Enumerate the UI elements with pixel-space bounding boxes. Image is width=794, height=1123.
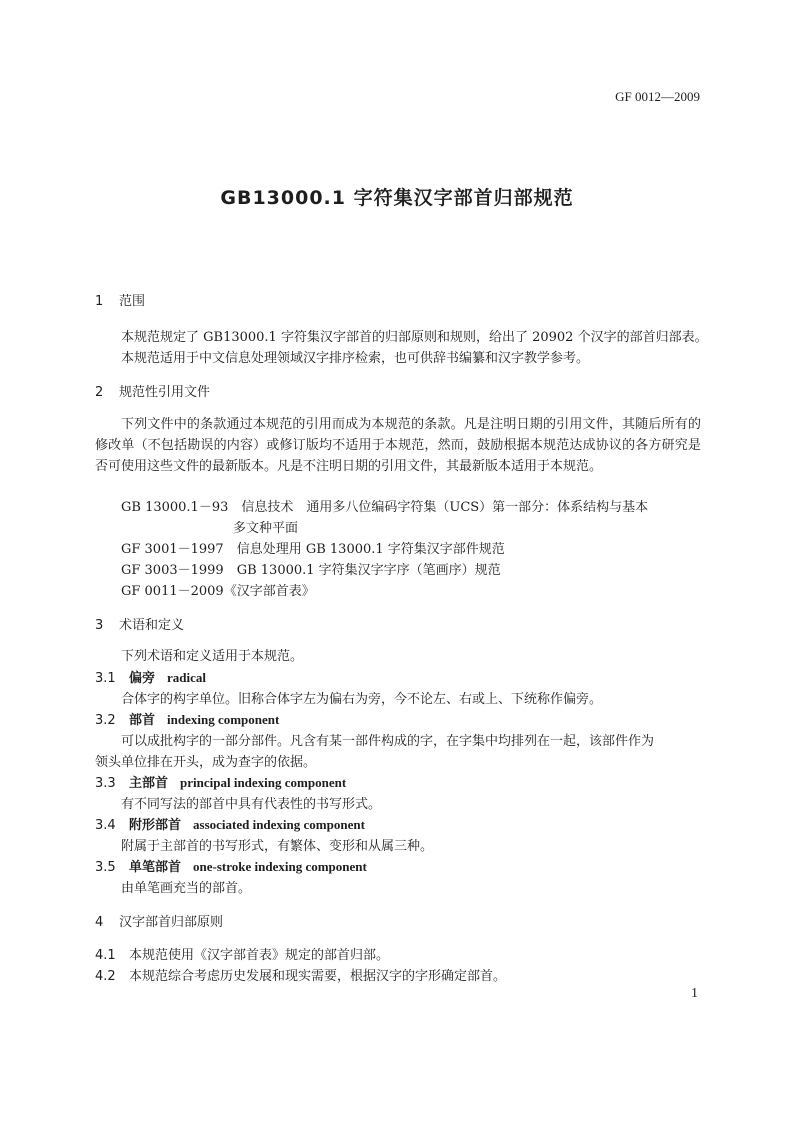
term-number: 3.3 [95, 776, 116, 791]
principle-4-2 [95, 965, 506, 984]
section-4-heading [95, 911, 223, 930]
section-2-paragraph: 下列文件中的条款通过本规范的引用而成为本规范的条款。凡是注明日期的引用文件，其随后所有的修改单（不包括勘误的内容）或修订版均不适用于本规范，然而，鼓励根据本规范达成协议的各方研究是否可使用这些文件的最新版本。凡是不注明日期的引用文件，其最新版本适用于本规范。 [95, 417, 701, 474]
section-number: 3 [95, 618, 104, 633]
section-title: 术语和定义 [119, 618, 185, 633]
term-3-3 [95, 772, 346, 791]
section-1-para-2: 本规范适用于中文信息处理领域汉字排序检索，也可供辞书编纂和汉字教学参考。 [121, 351, 590, 366]
term-chinese: 部首 [129, 713, 156, 728]
reference-item: GF 3001－1997 信息处理用 GB 13000.1 字符集汉字部件规范 [121, 542, 505, 557]
section-number: 2 [95, 385, 104, 400]
term-chinese: 单笔部首 [129, 860, 182, 875]
term-definition-continued: 领头单位排在开头，成为查字的依据。 [95, 755, 317, 770]
term-3-2 [95, 709, 279, 728]
term-definition: 可以成批构字的一部分部件。凡含有某一部件构成的字，在字集中均排列在一起，该部件作为 [121, 734, 655, 749]
reference-item: GF 0011－2009《汉字部首表》 [121, 584, 315, 599]
section-number: 1 [95, 294, 104, 309]
term-english: principal indexing component [180, 775, 347, 790]
item-text: 本规范使用《汉字部首表》规定的部首归部。 [129, 948, 390, 963]
term-chinese: 附形部首 [129, 818, 182, 833]
item-text: 本规范综合考虑历史发展和现实需要，根据汉字的字形确定部首。 [129, 969, 507, 984]
document-code: GF 0012—2009 [615, 89, 700, 104]
reference-item: GB 13000.1－93 信息技术 通用多八位编码字符集（UCS）第一部分：体系结构与基本 [121, 500, 649, 515]
section-2-heading [95, 381, 210, 400]
reference-item: GF 3003－1999 GB 13000.1 字符集汉字字序（笔画序）规范 [121, 563, 501, 578]
item-number: 4.1 [95, 948, 116, 963]
section-title: 规范性引用文件 [119, 385, 211, 400]
term-3-1 [95, 667, 206, 686]
term-number: 3.5 [95, 860, 116, 875]
section-1-para-1: 本规范规定了 GB13000.1 字符集汉字部首的归部原则和规则，给出了 20902 个汉字的部首归部表。 [121, 330, 708, 345]
section-3-heading [95, 614, 184, 633]
term-definition: 有不同写法的部首中具有代表性的书写形式。 [121, 797, 382, 812]
page-title: GB13000.1 字符集汉字部首归部规范 [220, 187, 574, 209]
section-3-intro: 下列术语和定义适用于本规范。 [121, 649, 304, 664]
item-number: 4.2 [95, 969, 116, 984]
term-chinese: 主部首 [129, 776, 169, 791]
term-english: indexing component [167, 712, 280, 727]
term-3-5 [95, 856, 367, 875]
term-number: 3.1 [95, 671, 116, 686]
section-title: 范围 [119, 294, 146, 309]
section-title: 汉字部首归部原则 [119, 915, 224, 930]
term-chinese: 偏旁 [129, 671, 156, 686]
term-number: 3.4 [95, 818, 116, 833]
term-english: radical [167, 670, 207, 685]
section-1-heading [95, 290, 145, 309]
term-number: 3.2 [95, 713, 116, 728]
term-definition: 合体字的构字单位。旧称合体字左为偏右为旁，今不论左、右或上、下统称作偏旁。 [121, 692, 603, 707]
term-3-4 [95, 814, 365, 833]
section-number: 4 [95, 915, 104, 930]
term-english: associated indexing component [193, 817, 365, 832]
principle-4-1 [95, 944, 389, 963]
page-number: 1 [691, 986, 698, 1001]
term-definition: 由单笔画充当的部首。 [121, 881, 252, 896]
reference-item-continued: 多文种平面 [233, 521, 299, 536]
term-english: one-stroke indexing component [193, 859, 367, 874]
term-definition: 附属于主部首的书写形式，有繁体、变形和从属三种。 [121, 839, 434, 854]
